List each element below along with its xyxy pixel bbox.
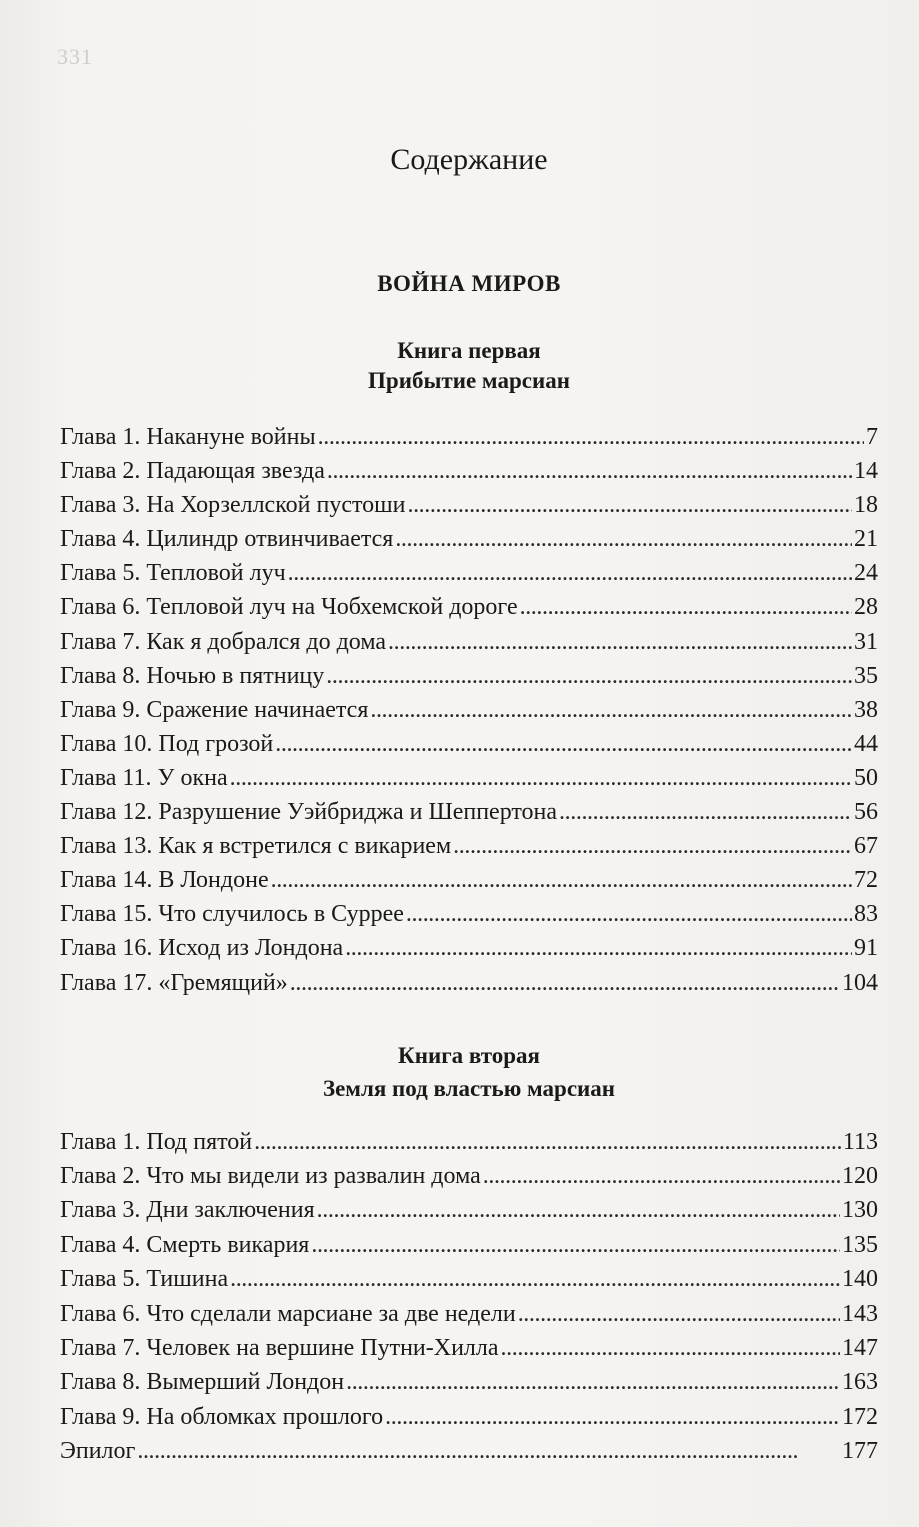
book-section-2 bbox=[60, 1041, 878, 1469]
dot-leader bbox=[406, 897, 852, 931]
book-label: Книга первая bbox=[397, 338, 541, 363]
toc-entry-label: Глава 11. У окна bbox=[60, 764, 228, 791]
toc-entry-label: Глава 3. Дни заключения bbox=[60, 1197, 315, 1224]
toc-entry-label: Глава 8. Ночью в пятницу bbox=[60, 662, 325, 689]
toc-entry bbox=[60, 1331, 878, 1365]
toc-entry bbox=[60, 966, 878, 1000]
toc-entry-page: 7 bbox=[866, 424, 878, 450]
dot-leader bbox=[453, 829, 852, 863]
toc-entry bbox=[60, 488, 878, 522]
dot-leader bbox=[327, 454, 852, 488]
toc-entry-page: 35 bbox=[854, 662, 878, 689]
toc-entry-label: Глава 16. Исход из Лондона bbox=[60, 935, 344, 962]
dot-leader bbox=[483, 1159, 840, 1193]
book-section-1 bbox=[60, 336, 878, 1000]
toc-entry-label: Эпилог bbox=[60, 1438, 136, 1465]
toc-entry-page: 143 bbox=[842, 1300, 878, 1327]
dot-leader bbox=[501, 1331, 840, 1365]
toc-entry-page: 24 bbox=[854, 560, 878, 587]
toc-entry bbox=[60, 454, 878, 488]
book-subtitle: Прибытие марсиан bbox=[368, 368, 570, 393]
toc-entry-page: 72 bbox=[854, 867, 878, 894]
dot-leader bbox=[230, 1262, 840, 1296]
toc-entry-list bbox=[60, 420, 878, 1000]
toc-entry bbox=[60, 1297, 878, 1331]
dot-leader bbox=[407, 488, 852, 522]
toc-entry-page: 44 bbox=[854, 730, 878, 757]
toc-entry bbox=[60, 522, 878, 556]
toc-entry-page: 130 bbox=[842, 1197, 878, 1224]
toc-entry-label: Глава 9. Сражение начинается bbox=[60, 696, 369, 723]
toc-entry bbox=[60, 1262, 878, 1296]
part-title: ВОЙНА МИРОВ bbox=[377, 271, 561, 296]
dot-leader bbox=[388, 625, 852, 659]
dot-leader bbox=[346, 1365, 840, 1399]
toc-entry-label: Глава 4. Цилиндр отвинчивается bbox=[60, 526, 394, 553]
dot-leader bbox=[326, 659, 852, 693]
toc-entry-page: 120 bbox=[842, 1162, 878, 1189]
toc-entry bbox=[60, 1159, 878, 1193]
toc-entry-label: Глава 8. Вымерший Лондон bbox=[60, 1369, 345, 1396]
toc-entry-page: 135 bbox=[842, 1231, 878, 1258]
dot-leader bbox=[318, 420, 864, 454]
toc-entry bbox=[60, 727, 878, 761]
toc-title: Содержание bbox=[390, 143, 548, 176]
toc-entry bbox=[60, 659, 878, 693]
toc-entry-label: Глава 9. На обломках прошлого bbox=[60, 1403, 384, 1430]
toc-entry-label: Глава 1. Под пятой bbox=[60, 1128, 253, 1155]
dot-leader bbox=[370, 693, 852, 727]
dot-leader bbox=[290, 966, 840, 1000]
dot-leader bbox=[518, 1297, 840, 1331]
dot-leader bbox=[254, 1125, 841, 1159]
toc-entry bbox=[60, 897, 878, 931]
toc-entry-page: 14 bbox=[854, 458, 878, 485]
toc-entry-page: 50 bbox=[854, 764, 878, 791]
toc-entry bbox=[60, 829, 878, 863]
toc-entry-page: 163 bbox=[842, 1369, 878, 1396]
toc-entry-page: 21 bbox=[854, 526, 878, 553]
toc-entry-label: Глава 7. Человек на вершине Путни-Хилла bbox=[60, 1334, 499, 1361]
toc-entry bbox=[60, 1125, 878, 1159]
toc-entry-label: Глава 5. Тишина bbox=[60, 1266, 229, 1293]
dot-leader bbox=[271, 863, 852, 897]
toc-entry bbox=[60, 1400, 878, 1434]
dot-leader bbox=[311, 1228, 840, 1262]
toc-entry bbox=[60, 1365, 878, 1399]
toc-entry-page: 67 bbox=[854, 833, 878, 860]
dot-leader bbox=[137, 1434, 840, 1468]
dot-leader bbox=[385, 1400, 840, 1434]
toc-entry bbox=[60, 761, 878, 795]
book-label: Книга вторая bbox=[398, 1042, 540, 1068]
toc-entry bbox=[60, 1228, 878, 1262]
toc-entry-label: Глава 17. «Гремящий» bbox=[60, 969, 288, 996]
toc-entry-page: 91 bbox=[854, 935, 878, 962]
toc-entry-label: Глава 15. Что случилось в Суррее bbox=[60, 901, 404, 928]
toc-entry bbox=[60, 795, 878, 829]
toc-entry-page: 28 bbox=[854, 594, 878, 621]
toc-entry-label: Глава 4. Смерть викария bbox=[60, 1231, 310, 1258]
toc-entry-page: 113 bbox=[842, 1128, 878, 1155]
toc-entry bbox=[60, 863, 878, 897]
toc-entry-label: Глава 3. На Хорзеллской пустоши bbox=[60, 492, 406, 519]
dot-leader bbox=[395, 522, 852, 556]
toc-entry-label: Глава 2. Что мы видели из развалин дома bbox=[60, 1162, 481, 1189]
toc-entry-page: 177 bbox=[842, 1438, 878, 1465]
toc-entry-page: 172 bbox=[842, 1403, 878, 1430]
toc-entry-page: 38 bbox=[854, 696, 878, 723]
toc-entry-label: Глава 5. Тепловой луч bbox=[60, 560, 286, 587]
dot-leader bbox=[275, 727, 852, 761]
toc-entry-label: Глава 6. Что сделали марсиане за две недели bbox=[60, 1300, 516, 1327]
toc-entry-label: Глава 12. Разрушение Уэйбриджа и Шеппертона bbox=[60, 799, 558, 826]
toc-entry-list bbox=[60, 1125, 878, 1469]
table-of-contents bbox=[60, 140, 878, 1469]
dot-leader bbox=[520, 590, 852, 624]
toc-entry-label: Глава 14. В Лондоне bbox=[60, 867, 269, 894]
book-subtitle: Земля под властью марсиан bbox=[322, 1075, 616, 1101]
toc-entry-page: 56 bbox=[854, 799, 878, 826]
toc-entry-page: 147 bbox=[842, 1334, 878, 1361]
toc-entry-label: Глава 7. Как я добрался до дома bbox=[60, 628, 387, 655]
toc-entry-page: 83 bbox=[854, 901, 878, 928]
dot-leader bbox=[559, 795, 852, 829]
toc-entry bbox=[60, 931, 878, 965]
toc-entry-label: Глава 2. Падающая звезда bbox=[60, 458, 325, 485]
toc-entry-page: 104 bbox=[842, 969, 878, 996]
dot-leader bbox=[317, 1193, 840, 1227]
toc-entry bbox=[60, 420, 878, 454]
toc-entry-label: Глава 10. Под грозой bbox=[60, 730, 274, 757]
toc-entry-page: 31 bbox=[854, 628, 878, 655]
page-number: 331 bbox=[57, 44, 93, 69]
toc-entry bbox=[60, 1193, 878, 1227]
toc-entry-page: 140 bbox=[842, 1266, 878, 1293]
dot-leader bbox=[230, 761, 852, 795]
toc-entry bbox=[60, 625, 878, 659]
toc-entry bbox=[60, 590, 878, 624]
toc-entry-label: Глава 6. Тепловой луч на Чобхемской дороге bbox=[60, 594, 518, 621]
toc-entry-page: 18 bbox=[854, 492, 878, 519]
toc-entry-label: Глава 13. Как я встретился с викарием bbox=[60, 833, 452, 860]
dot-leader bbox=[345, 931, 852, 965]
dot-leader bbox=[288, 556, 852, 590]
toc-entry bbox=[60, 1434, 878, 1468]
toc-entry bbox=[60, 693, 878, 727]
toc-entry bbox=[60, 556, 878, 590]
toc-entry-label: Глава 1. Накануне войны bbox=[60, 424, 316, 450]
